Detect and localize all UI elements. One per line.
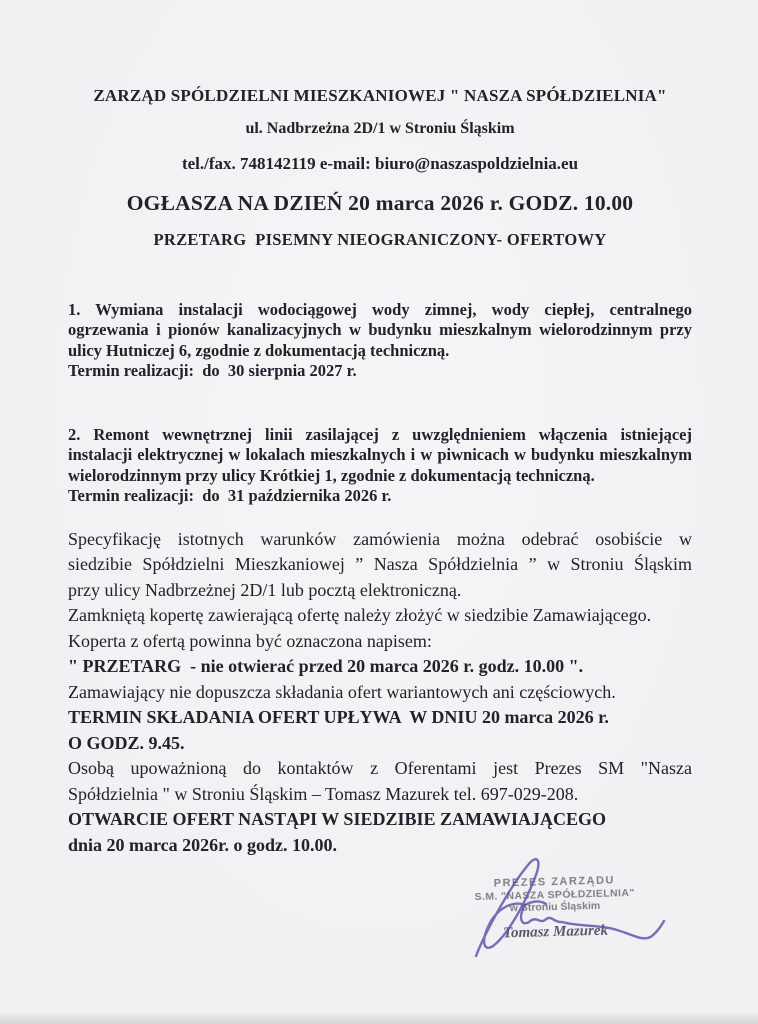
item-line: wielorodzinnym przy ulicy Krótkiej 1, zgodnie z dokumentacją techniczną. [68,465,595,485]
president-stamp [439,873,670,916]
envelope-label-line: " PRZETARG - nie otwierać przed 20 marca 2026 r. godz. 10.00 ". [68,656,584,677]
item-line: 2. Remont wewnętrznej linii zasilającej z uwzględnieniem włączenia istniejącej [68,424,692,444]
deadline-time-line: O GODZ. 9.45. [68,732,185,753]
tender-item-1 [68,300,692,382]
item-line: ulicy Hutniczej 6, zgodnie z dokumentacją techniczną. [68,340,450,360]
signature-block [439,873,671,944]
signatory-name: Tomasz Mazurek [502,922,609,942]
stamp-title-line: PREZES ZARZĄDU [493,874,616,890]
item-line: instalacji elektrycznej w lokalach mieszkalnych i w piwnicach w budynku mieszkalnym [68,445,692,465]
tender-type-title: PRZETARG PISEMNY NIEOGRANICZONY- OFERTOWY [153,229,607,249]
contact-person-line: Osobą upoważnioną do kontaktów z Oferentami jest Prezes SM "Nasza [68,758,692,779]
item-deadline-line: Termin realizacji: do 30 sierpnia 2027 r. [68,361,357,381]
tender-item-2 [68,425,692,507]
opening-line: OTWARCIE OFERT NASTĄPI W SIEDZIBIE ZAMAWIAJĄCEGO [68,809,606,830]
document-content [68,0,692,858]
announcement-title: OGŁASZA NA DZIEŃ 20 marca 2026 r. GODZ. 10.00 [126,190,634,215]
body-line: siedzibie Spółdzielni Mieszkaniowej ” Nasza Spółdzielnia ” w Stroniu Śląskim [68,554,692,575]
body-line: Zamawiający nie dopuszcza składania ofert wariantowych ani częściowych. [68,681,616,702]
body-text [68,527,692,859]
item-line: ogrzewania i pionów kanalizacyjnych w budynku mieszkalnym wielorodzinnym przy [68,320,692,340]
contact-person-line: Spółdzielnia " w Stroniu Śląskim – Tomasz Mazurek tel. 697-029-208. [68,783,579,804]
deadline-line: TERMIN SKŁADANIA OFERT UPŁYWA W DNIU 20 marca 2026 r. [68,707,609,728]
stamp-city-line: w Stroniu Śląskim [509,899,601,915]
opening-date-line: dnia 20 marca 2026r. o godz. 10.00. [68,834,338,855]
item-deadline-line: Termin realizacji: do 31 października 2026 r. [68,486,392,506]
body-line: przy ulicy Nadbrzeżnej 2D/1 lub pocztą elektroniczną. [68,579,462,600]
address-line: ul. Nadbrzeżna 2D/1 w Stroniu Śląskim [245,120,515,138]
body-line: Koperta z ofertą powinna być oznaczona napisem: [68,630,432,651]
body-line: Zamkniętą kopertę zawierającą ofertę należy złożyć w siedzibie Zamawiającego. [68,605,652,626]
body-line: Specyfikację istotnych warunków zamówienia można odebrać osobiście w [68,528,692,549]
organization-name: ZARZĄD SPÓLDZIELNI MIESZKANIOWEJ " NASZA SPÓŁDZIELNIA" [93,86,667,105]
stamp-org-line: S.M. "NASZA SPÓŁDZIELNIA" [474,886,635,904]
contact-line: tel./fax. 748142119 e-mail: biuro@naszaspoldzielnia.eu [181,153,579,173]
item-line: 1. Wymiana instalacji wodociągowej wody zimnej, wody ciepłej, centralnego [68,299,692,319]
